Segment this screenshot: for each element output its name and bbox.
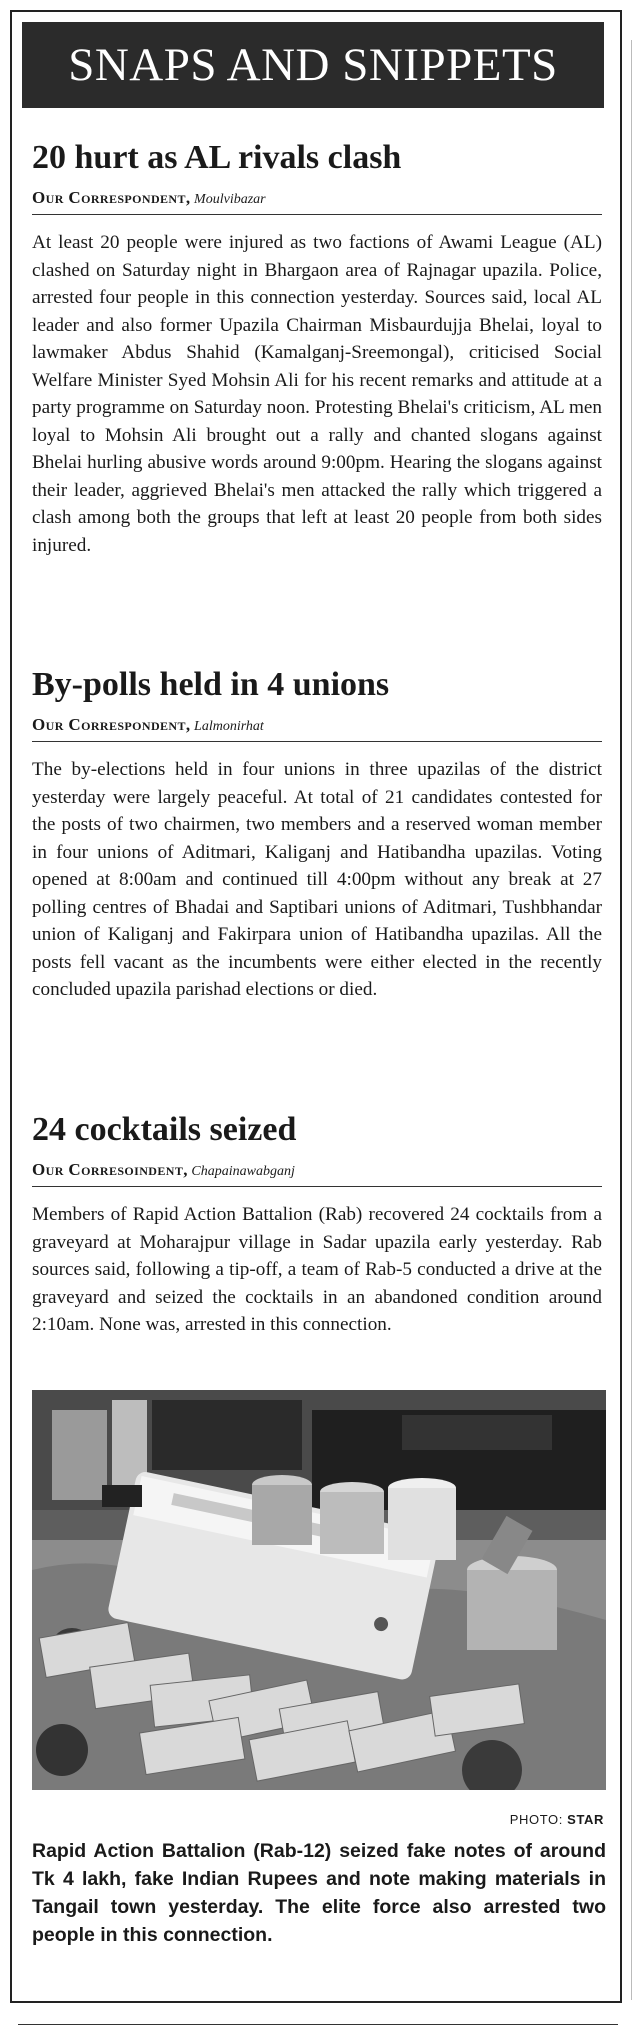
byline-place: Moulvibazar [194, 192, 266, 207]
news-photo [32, 1390, 606, 1790]
story-headline[interactable]: By-polls held in 4 unions [32, 666, 390, 703]
byline-name: Our Correspondent, [32, 188, 191, 207]
section-banner [22, 22, 604, 108]
byline-name: Our Corresoindent, [32, 1160, 188, 1179]
story-cocktails [32, 1110, 602, 1339]
story-headline[interactable]: 20 hurt as AL rivals clash [32, 139, 402, 176]
right-rule [631, 40, 632, 2000]
photo-caption: Rapid Action Battalion (Rab-12) seized fake notes of around Tk 4 lakh, fake Indian Rupees and note making materials in Tangail town yesterday. The elite force also arrested two people in this connection. [32, 1840, 606, 1946]
story-al-clash [32, 138, 602, 559]
section-title: SNAPS AND SNIPPETS [68, 39, 558, 91]
story-byline [32, 188, 602, 215]
story-by-polls [32, 665, 602, 1004]
story-body: At least 20 people were injured as two factions of Awami League (AL) clashed on Saturday night in Bhargaon area of Rajnagar upazila. Police, arrested four people in this connection yesterday. Sources said, local AL leader and also former Upazila Chairman Misbaurdujja Bhelai, loyal to lawmaker Abdus Shahid (Kamalganj-Sreemongal), criticised Social Welfare Minister Syed Mohsin Ali for his recent remarks and attitude at a party programme on Saturday noon. Protesting Bhelai's criticism, AL men loyal to Mohsin Ali brought out a rally and chanted slogans against Bhelai hurling abusive words around 9:00pm. Hearing the slogans against their leader, aggrieved Bhelai's men attacked the rally which triggered a clash among both the groups that left at least 20 people from both sides injured. [32, 232, 602, 556]
photo-credit-source: STAR [567, 1812, 604, 1827]
story-byline [32, 1160, 602, 1187]
photo-credit [510, 1812, 604, 1827]
byline-place: Chapainawabganj [191, 1164, 295, 1179]
story-headline[interactable]: 24 cocktails seized [32, 1111, 297, 1148]
bottom-rule [18, 2024, 618, 2025]
photo-illustration [32, 1390, 606, 1790]
photo-credit-tag: PHOTO: [509, 1812, 563, 1827]
story-body: Members of Rapid Action Battalion (Rab) recovered 24 cocktails from a graveyard at Moharajpur village in Sadar upazila early yesterday. Rab sources said, following a tip-off, a team of Rab-5 conducted a drive at the graveyard and seized the cocktails in an abandoned condition around 2:10am. None was, arrested in this connection. [32, 1204, 602, 1335]
byline-name: Our Correspondent, [32, 715, 191, 734]
story-byline [32, 715, 602, 742]
byline-place: Lalmonirhat [194, 719, 264, 734]
story-body: The by-elections held in four unions in three upazilas of the district yesterday were largely peaceful. At total of 21 candidates contested for the posts of two chairmen, two members and a reserved woman member in four unions of Aditmari, Kaliganj and Hatibandha upazilas. Voting opened at 8:00am and continued till 4:00pm without any break at 27 polling centres of Bhadai and Saptibari unions of Aditmari, Tushbhandar union of Kaliganj and Fakirpara union of Hatibandha upazilas. All the posts fell vacant as the incumbents were either elected in the recently concluded upazila parishad elections or died. [32, 759, 602, 1000]
